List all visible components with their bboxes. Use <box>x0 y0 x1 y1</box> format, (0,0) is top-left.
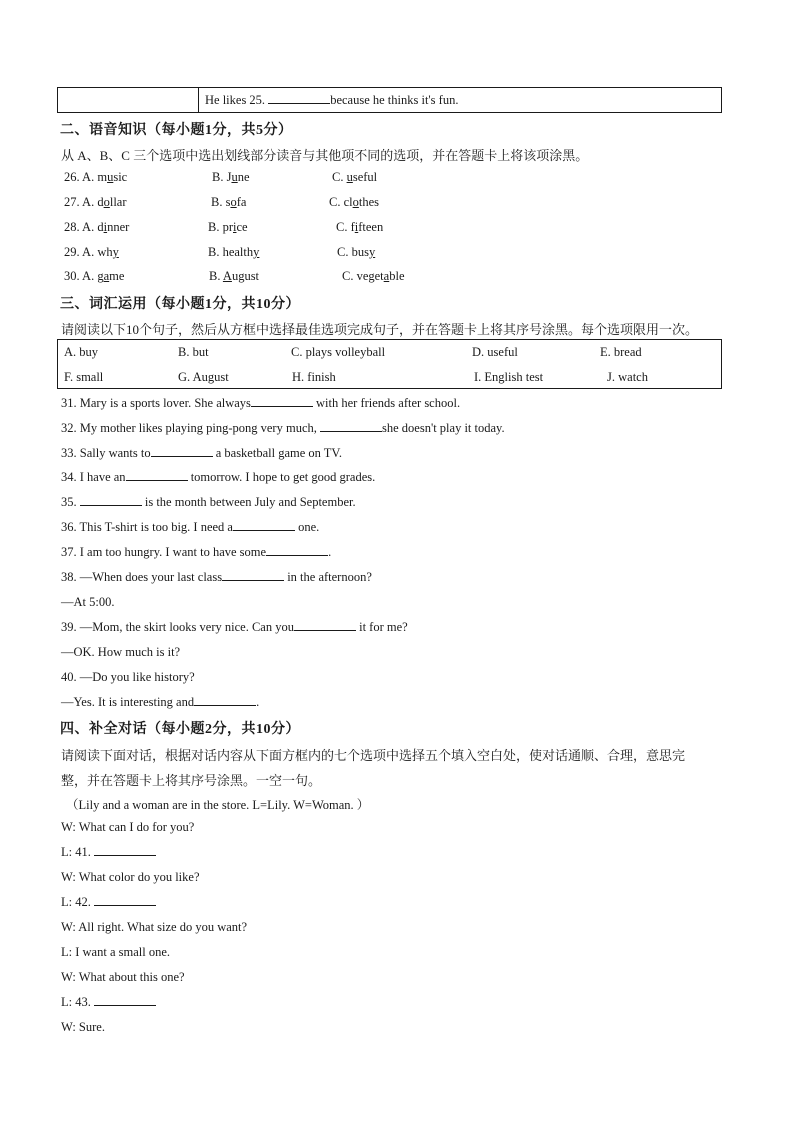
dialogue-line <box>61 945 170 960</box>
option-c-word-prefix: C. cl <box>329 195 353 209</box>
option-c-word-underlined: u <box>346 170 353 184</box>
option-c-word-prefix: C. <box>332 170 347 184</box>
section4-instruction-line2: 整，并在答题卡上将其序号涂黑。一空一句。 <box>61 773 322 788</box>
option-c-word <box>329 195 379 209</box>
question-37 <box>61 545 331 560</box>
phonics-item-30-c <box>342 269 405 284</box>
dialogue-line <box>61 820 194 835</box>
dialogue-text: W: What color do you like? <box>61 870 200 884</box>
option-c-word-suffix: thes <box>358 195 379 209</box>
option-d: D. useful <box>472 345 518 359</box>
question-39-reply: —OK. How much is it? <box>61 645 181 659</box>
option-a-word <box>97 245 119 259</box>
question-38-reply: —At 5:00. <box>61 595 115 609</box>
question-39 <box>61 620 408 635</box>
option-b-word-prefix: B. s <box>211 195 231 209</box>
dialogue-line <box>61 995 156 1010</box>
q37-text-after: . <box>328 545 332 559</box>
option-a-word-suffix: me <box>109 269 125 283</box>
dialogue-text: W: Sure. <box>61 1020 105 1034</box>
q40-text-after: . <box>256 695 260 709</box>
q40-blank[interactable] <box>194 695 256 706</box>
option-a-word-underlined: u <box>107 170 114 184</box>
option-b-word-underlined: A <box>222 269 232 283</box>
option-b-word-underlined: u <box>231 170 238 184</box>
dialogue-blank[interactable] <box>94 845 156 856</box>
option-b-word-suffix: ne <box>237 170 250 184</box>
q34-text-before: 34. I have an <box>61 470 126 484</box>
option-b-word-suffix: ugust <box>231 269 260 283</box>
q34-blank[interactable] <box>126 470 188 481</box>
option-a-word-underlined: y <box>112 245 119 259</box>
dialogue-text: W: What can I do for you? <box>61 820 195 834</box>
section2-instruction: 从 A、B、C 三个选项中选出划线部分读音与其他项不同的选项，并在答题卡上将该项涂黑。 <box>61 148 589 163</box>
phonics-item-28-a <box>64 220 129 235</box>
phonics-item-26-c <box>332 170 377 185</box>
phonics-item-27-a <box>64 195 127 210</box>
answer-table <box>57 87 722 113</box>
option-c-word <box>332 170 377 184</box>
q35-text-before: 35. <box>61 495 80 509</box>
option-b-word <box>208 245 259 259</box>
dialogue-blank[interactable] <box>94 995 156 1006</box>
option-b: B. but <box>178 345 209 359</box>
q32-text-before: 32. My mother likes playing ping-pong very much, <box>61 421 320 435</box>
option-j: J. watch <box>607 370 648 384</box>
q38-blank[interactable] <box>222 570 284 581</box>
dialogue-text: L: 43. <box>61 995 94 1009</box>
option-b-word-prefix: B. health <box>208 245 254 259</box>
option-a-word <box>97 220 129 234</box>
phonics-item-number: 28. A. <box>64 220 98 234</box>
dialogue-line <box>61 845 156 860</box>
q33-blank[interactable] <box>151 446 213 457</box>
q35-text-after: is the month between July and September. <box>141 495 356 509</box>
q37-text-before: 37. I am too hungry. I want to have some <box>61 545 267 559</box>
q39-text-before: 39. —Mom, the skirt looks very nice. Can you <box>61 620 294 634</box>
q25-text-before: He likes 25. <box>205 92 269 107</box>
option-a-word-prefix: wh <box>97 245 113 259</box>
option-c-word-underlined: i <box>354 220 359 234</box>
dialogue-text: W: What about this one? <box>61 970 185 984</box>
dialogue-text: L: I want a small one. <box>61 945 170 959</box>
section3-heading: 三、词汇运用（每小题1分，共10分） <box>60 297 300 312</box>
q32-blank[interactable] <box>320 421 382 432</box>
option-c-word-underlined: o <box>352 195 359 209</box>
q36-blank[interactable] <box>233 520 295 531</box>
question-31 <box>61 396 460 411</box>
question-38 <box>61 570 372 585</box>
option-b-word <box>208 220 248 234</box>
phonics-item-26-a <box>64 170 127 185</box>
section2-heading: 二、语音知识（每小题1分，共5分） <box>60 123 293 138</box>
q31-text-before: 31. Mary is a sports lover. She always <box>61 396 251 410</box>
q25-text-after: because he thinks it's fun. <box>330 92 459 107</box>
q37-blank[interactable] <box>266 545 328 556</box>
table-left-cell <box>58 88 199 113</box>
phonics-item-29-a <box>64 245 119 260</box>
q36-text-before: 36. This T-shirt is too big. I need a <box>61 520 233 534</box>
option-c-word-suffix: ble <box>389 269 405 283</box>
phonics-item-27-b <box>211 195 246 210</box>
option-c-word-underlined: y <box>368 245 376 259</box>
option-b-word-prefix: B. <box>209 269 223 283</box>
phonics-item-27-c <box>329 195 379 210</box>
option-c: C. plays volleyball <box>291 345 386 359</box>
dialogue-text: L: 41. <box>61 845 94 859</box>
section4-heading: 四、补全对话（每小题2分，共10分） <box>60 722 300 737</box>
question-36 <box>61 520 319 535</box>
option-c-word-suffix: fteen <box>358 220 384 234</box>
option-b-word-underlined: i <box>233 220 237 234</box>
q33-text-after: a basketball game on TV. <box>212 446 342 460</box>
option-a-word-suffix: nner <box>107 220 130 234</box>
phonics-item-number: 30. A. <box>64 269 98 283</box>
dialogue-line <box>61 870 200 885</box>
option-b-word-prefix: B. pr <box>208 220 233 234</box>
option-a: A. buy <box>64 345 99 359</box>
option-b-word <box>211 195 246 209</box>
question-40-reply <box>61 695 259 710</box>
phonics-item-number: 29. A. <box>64 245 98 259</box>
option-a-word-suffix: sic <box>113 170 128 184</box>
phonics-item-29-b <box>208 245 259 260</box>
q34-text-after: tomorrow. I hope to get good grades. <box>187 470 376 484</box>
option-b-word <box>212 170 250 184</box>
q32-text-after: she doesn't play it today. <box>382 421 505 435</box>
phonics-item-28-b <box>208 220 248 235</box>
option-a-word-suffix: llar <box>109 195 127 209</box>
option-c-word <box>336 220 383 234</box>
table-right-cell <box>199 88 722 113</box>
phonics-item-number: 26. A. <box>64 170 98 184</box>
dialogue-line <box>61 895 156 910</box>
q36-text-after: one. <box>295 520 320 534</box>
option-c-word <box>342 269 405 283</box>
option-a-word-underlined: a <box>103 269 110 283</box>
phonics-item-26-b <box>212 170 250 185</box>
option-i: I. English test <box>474 370 544 384</box>
q39-text-after: it for me? <box>355 620 408 634</box>
option-a-word-prefix: g <box>97 269 104 283</box>
phonics-item-29-c <box>337 245 375 260</box>
option-b-word-underlined: y <box>253 245 260 259</box>
option-h: H. finish <box>292 370 336 384</box>
option-a-word-prefix: d <box>97 220 104 234</box>
phonics-item-28-c <box>336 220 383 235</box>
dialogue-line <box>61 920 247 935</box>
phonics-item-number: 27. A. <box>64 195 98 209</box>
option-a-word <box>97 269 124 283</box>
option-a-word-prefix: d <box>97 195 104 209</box>
option-b-word <box>209 269 259 283</box>
q31-text-after: with her friends after school. <box>312 396 461 410</box>
option-c-word <box>337 245 375 259</box>
option-a-word-underlined: o <box>103 195 110 209</box>
option-c-word-prefix: C. bus <box>337 245 369 259</box>
q33-text-before: 33. Sally wants to <box>61 446 151 460</box>
dialogue-text: L: 42. <box>61 895 94 909</box>
section4-instruction-line1: 请阅读下面对话，根据对话内容从下面方框内的七个选项中选择五个填入空白处，使对话通顺、合理，意思完 <box>61 748 686 763</box>
q38-text-before: 38. —When does your last class <box>61 570 223 584</box>
q35-blank[interactable] <box>80 495 142 506</box>
option-a-word <box>97 195 126 209</box>
dialogue-context: （Lily and a woman are in the store. L=Lily. W=Woman. ） <box>66 798 370 812</box>
q40-text-before: —Yes. It is interesting and <box>61 695 195 709</box>
option-c-word-underlined: a <box>383 269 390 283</box>
question-32 <box>61 421 505 436</box>
option-c-word-prefix: C. veget <box>342 269 384 283</box>
dialogue-text: W: All right. What size do you want? <box>61 920 248 934</box>
phonics-item-30-b <box>209 269 259 284</box>
option-e: E. bread <box>600 345 642 359</box>
option-f: F. small <box>64 370 104 384</box>
section3-instruction: 请阅读以下10个句子，然后从方框中选择最佳选项完成句子，并在答题卡上将其序号涂黑。每个选项限用一次。 <box>61 322 699 337</box>
option-a-word-underlined: i <box>103 220 108 234</box>
option-c-word-prefix: C. f <box>336 220 355 234</box>
q25-blank[interactable] <box>268 93 330 104</box>
dialogue-line <box>61 1020 105 1035</box>
question-35 <box>61 495 356 510</box>
q39-blank[interactable] <box>294 620 356 631</box>
option-a-word <box>97 170 127 184</box>
option-g: G. August <box>178 370 229 384</box>
option-b-word-prefix: B. J <box>212 170 232 184</box>
option-b-word-suffix: ce <box>236 220 248 234</box>
q38-text-after: in the afternoon? <box>284 570 372 584</box>
q31-blank[interactable] <box>251 396 313 407</box>
dialogue-line <box>61 970 185 985</box>
phonics-item-30-a <box>64 269 124 284</box>
option-b-word-underlined: o <box>230 195 237 209</box>
option-a-word-prefix: m <box>97 170 108 184</box>
option-c-word-suffix: seful <box>352 170 378 184</box>
question-33 <box>61 446 342 461</box>
option-b-word-suffix: fa <box>236 195 247 209</box>
question-34 <box>61 470 375 485</box>
dialogue-blank[interactable] <box>94 895 156 906</box>
question-40: 40. —Do you like history? <box>61 670 195 684</box>
